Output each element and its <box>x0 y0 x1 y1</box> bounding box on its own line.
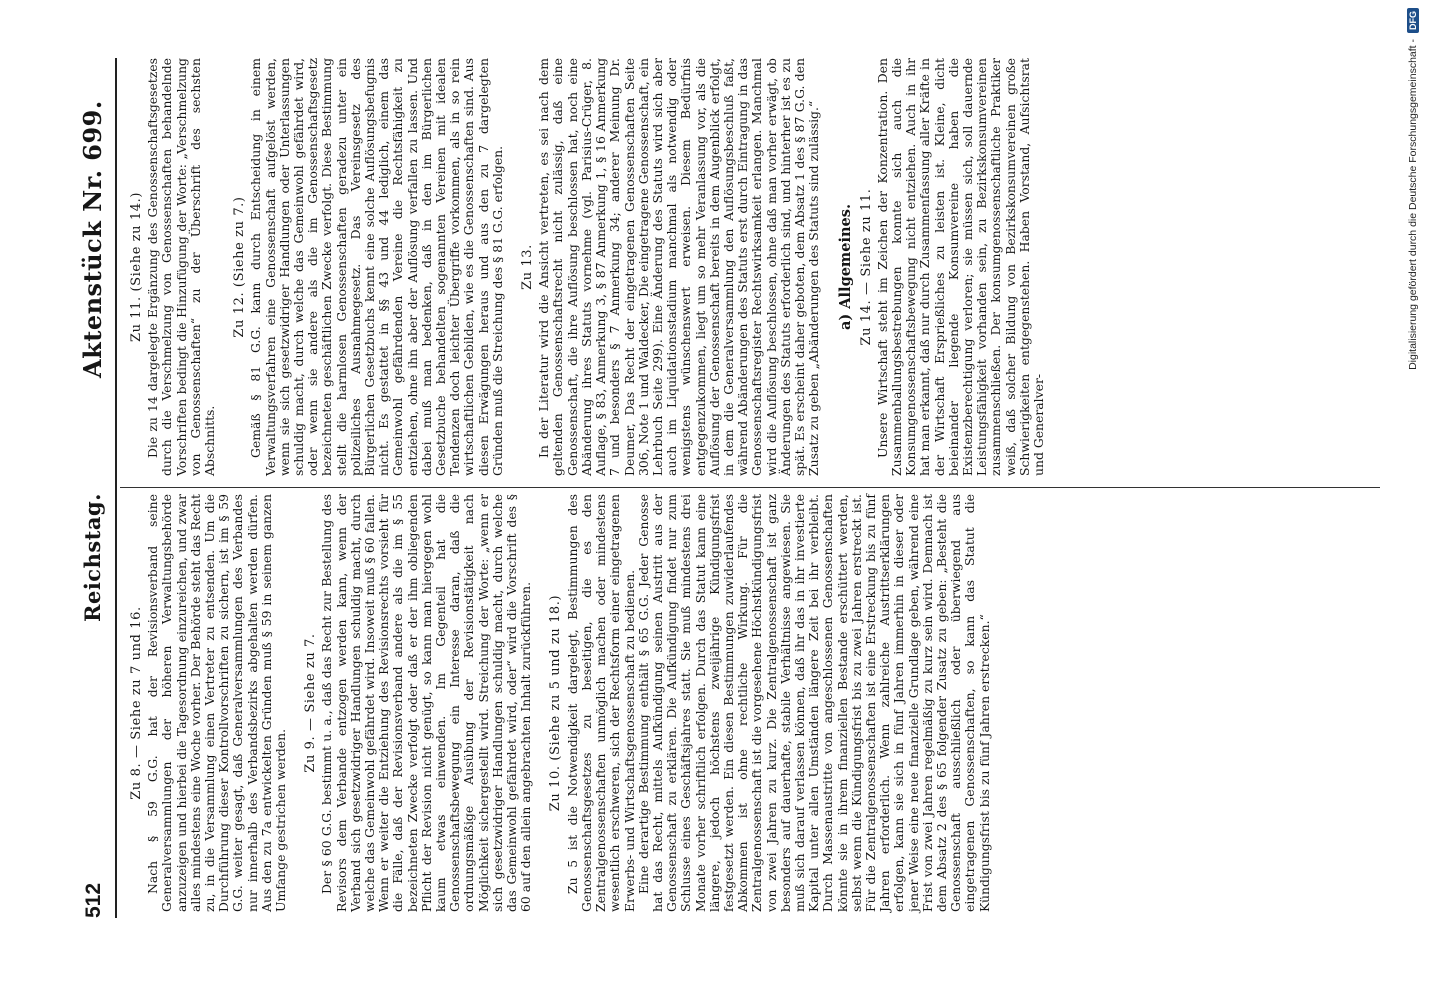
paragraph: Die zu 14 dargelegte Ergänzung des Genossenschaftsgesetzes durch die Verschmelzung von Genossenschaften behandelnde Vorschriften bedingt die Hinzufügung der Worte: „Verschmelzung von Genossenschaften“ zu der Überschrift des sechsten Abschnitts. <box>145 58 218 476</box>
paragraph: Eine derartige Bestimmung enthält § 65 G.G. Jeder Genosse hat das Recht, mittels Aufkündigung seinen Austritt aus der Genossenschaft zu erklären. Die Aufkündigung findet nur zum Schlusse eines Geschäftsjahres statt. Sie muß mindestens drei Monate vorher schriftlich erfolgen. Durch das Statut kann eine längere, jedoch höchstens zweijährige Kündigungsfrist festgesetzt werden. Ein diesen Bestimmungen zuwiderlaufendes Abkommen ist ohne rechtliche Wirkung. Für die Zentralgenossenschaft ist die vorgesehene Höchstkündigungsfrist von zwei Jahren zu kurz. Die Zentralgenossenschaft ist ganz besonders auf dauerhafte, stabile Verhältnisse angewiesen. Sie muß sich darauf verlassen können, daß ihr das in ihr investierte Kapital unter allen Umständen längere Zeit bei ihr verbleibt. Durch Massenaustritte von angeschlossenen Genossenschaften könnte sie in ihrem finanziellen Bestande erschüttert werden, selbst wenn die Kündigungsfrist bis zu zwei Jahren erstreckt ist. Für die Zentralgenossenschaften ist eine Erstreckung bis zu fünf Jahren erforderlich. Wenn zahlreiche Austrittserklärungen erfolgen, kann sie sich in fünf Jahren immerhin in dieser oder jener Weise eine neue finanzielle Grundlage geben, während eine Frist von zwei Jahren regelmäßig zu kurz sein wird. Demnach ist dem Absatz 2 des § 65 folgender Zusatz zu geben: „Besteht die Genossenschaft ausschließlich oder überwiegend aus eingetragenen Genossenschaften, so kann das Statut die Kündigungsfrist bis zu fünf Jahren erstrecken.“ <box>635 494 992 912</box>
section-heading: Zu 13. <box>520 244 536 290</box>
dfg-logo: DFG <box>1407 8 1419 33</box>
section-heading: Zu 14. — Siehe zu 11. <box>858 188 874 346</box>
left-column <box>128 494 992 912</box>
page-number: 512 <box>82 882 105 918</box>
page-header <box>76 58 112 918</box>
section-zu-8 <box>130 494 288 912</box>
paragraph: Nach § 59 G.G. hat der Revisionsverband seine Generalversammlungen der höheren Verwaltungsbehörde anzuzeigen und hierbei die Tagesordnung einzureichen, und zwar alles mindestens eine Woche vorher. Der Behörde steht das Recht zu, in die Versammlung einen Vertreter zu entsenden. Um die Durchführung dieser Kontrollvorschriften zu sichern, ist im § 59 G.G. weiter gesagt, daß Generalversammlungen des Verbandes nur innerhalb des Verbandsbezirks abgehalten werden dürfen. Aus den zu 7a entwickelten Gründen muß § 59 in seinem ganzen Umfange gestrichen werden. <box>145 494 289 912</box>
credit-line <box>1398 8 1428 992</box>
column-separator <box>120 487 1380 488</box>
section-heading: Zu 11. (Siehe zu 14.) <box>129 191 144 343</box>
section-heading: Zu 8. — Siehe zu 7 und 16. <box>129 606 144 800</box>
right-column <box>128 58 1046 476</box>
digitization-credit <box>1398 8 1428 992</box>
spacer <box>217 58 231 476</box>
running-title-right: Aktenstück Nr. 699. <box>78 100 107 378</box>
spacer <box>288 494 302 912</box>
header-rule <box>115 58 117 918</box>
section-zu-9 <box>304 494 533 912</box>
section-zu-13 <box>521 58 821 476</box>
section-heading: Zu 9. — Siehe zu 7. <box>303 633 319 773</box>
spacer <box>533 494 547 912</box>
section-heading: Zu 10. (Siehe zu 5 und zu 18.) <box>548 594 564 812</box>
section-zu-14 <box>839 58 1046 476</box>
section-zu-11 <box>130 58 217 476</box>
spacer <box>505 58 519 476</box>
paragraph: In der Literatur wird die Ansicht vertreten, es sei nach dem geltenden Genossenschaftsrecht nicht zulässig, daß eine Genossenschaft, die ihre Auflösung beschlossen hat, noch eine Abänderung ihres Statuts vornehme (vgl. Parisius-Crüger, 8. Auflage, § 83, Anmerkung 3, § 87 Anmerkung 1, § 16 Anmerkung 7 und besonders § 7 Anmerkung 34; anderer Meinung Dr. Deumer, Das Recht der eingetragenen Genossenschaften Seite 306, Note 1 und Waldecker, Die eingetragene Genossenschaft, ein Lehrbuch Seite 299). Eine Änderung des Statuts wird sich aber auch im Liquidationsstadium manchmal als notwendig oder wenigstens wünschenswert erweisen. Diesem Bedürfnis entgegenzukommen, liegt um so mehr Veranlassung vor, als die Auflösung der Genossenschaft bereits in dem Augenblick erfolgt, in dem die Generalversammlung den Auflösungsbeschluß faßt, während Abänderungen des Statuts erst durch Eintragung in das Genossenschaftsregister Rechtswirksamkeit erlangen. Manchmal wird die Auflösung beschlossen, ohne daß man vorher erwägt, ob Änderungen des Statuts erforderlich sind, und hinterher ist es zu spät. Es erscheint daher geboten, dem Absatz 1 des § 87 G.G. den Zusatz zu geben „Abänderungen des Statuts sind zulässig.“ <box>536 58 822 476</box>
paragraph: Gemäß § 81 G.G. kann durch Entscheidung in einem Verwaltungsverfahren eine Genossenschaft aufgelöst werden, wenn sie sich gesetzwidriger Handlungen oder Unterlassungen schuldig macht, durch welche das Gemeinwohl gefährdet wird, oder wenn sie andere als die im Genossenschaftsgesetz bezeichneten geschäftlichen Zwecke verfolgt. Diese Bestimmung stellt die harmlosen Genossenschaften geradezu unter ein polizeiliches Ausnahmegesetz. Das Vereinsgesetz des Bürgerlichen Gesetzbuchs kennt eine solche Auflösungsbefugnis nicht. Es gestattet in §§ 43 und 44 lediglich, einem das Gemeinwohl gefährdenden Vereine die Rechtsfähigkeit zu entziehen, ohne ihn aber der Auflösung verfallen zu lassen. Und dabei muß man bedenken, daß in den im Bürgerlichen Gesetzbuche behandelten sogenannten Vereinen mit idealen Tendenzen doch leichter Übergriffe vorkommen, als in so rein wirtschaftlichen Gebilden, wie es die Genossenschaften sind. Aus diesen Erwägungen heraus und aus den zu 7 dargelegten Gründen muß die Streichung des § 81 G.G. erfolgen. <box>248 58 505 476</box>
section-zu-12 <box>233 58 505 476</box>
running-title-left: Reichstag. <box>80 493 105 622</box>
credit-text: Digitalisierung gefördert durch die Deutsche Forschungsgemeinschaft - <box>1407 39 1419 370</box>
section-zu-10 <box>549 494 991 912</box>
paragraph: Der § 60 G.G. bestimmt u. a., daß das Recht zur Bestellung des Revisors dem Verbande entzogen werden kann, wenn der Verband sich gesetzwidriger Handlungen schuldig macht, durch welche das Gemeinwohl gefährdet wird. Insoweit muß § 60 fallen. Wenn er weiter die Entziehung des Revisionsrechts vorsieht für die Fälle, daß der Revisionsverband andere als die im § 55 bezeichneten Zwecke verfolgt oder daß er der ihm obliegenden Pflicht der Revision nicht genügt, so kann man hiergegen wohl kaum etwas einwenden. Im Gegenteil hat die Genossenschaftsbewegung ein Interesse daran, daß die ordnungsmäßige Ausübung der Revisionstätigkeit nach Möglichkeit sichergestellt wird. Streichung der Worte: „wenn er sich gesetzwidriger Handlungen schuldig macht, durch welche das Gemeinwohl gefährdet wird, oder“ wird die Vorschrift des § 60 auf den allein angebrachten Inhalt zurückführen. <box>319 494 534 912</box>
section-heading: Zu 12. (Siehe zu 7.) <box>232 196 248 338</box>
spacer <box>821 58 835 476</box>
subsection-heading: a) Allgemeines. <box>837 204 855 330</box>
paragraph: Zu 5 ist die Notwendigkeit dargelegt, Bestimmungen des Genossenschaftsgesetzes zu beseitigen, die es den Zentralgenossenschaften unmöglich machen oder mindestens wesentlich erschweren, sich der Rechtsform einer eingetragenen Erwerbs- und Wirtschaftsgenossenschaft zu bedienen. <box>564 494 637 912</box>
paragraph: Unsere Wirtschaft steht im Zeichen der Konzentration. Den Zusammenballungsbestrebungen konnte sich auch die Konsumgenossenschaftsbewegung nicht entziehen. Auch in ihr hat man erkannt, daß nur durch Zusammenfassung aller Kräfte in der Wirtschaft Ersprießliches zu leisten ist. Kleine, dicht beieinander liegende Konsumvereine haben die Existenzberechtigung verloren; sie müssen sich, soll dauernde Leistungsfähigkeit vorhanden sein, zu Bezirkskonsumvereinen zusammenschließen. Der konsumgenossenschaftliche Praktiker weiß, daß solcher Bildung von Bezirkskonsumvereinen große Schwierigkeiten entgegenstehen. Haben Vorstand, Aufsichtsrat und Generalver- <box>874 58 1046 476</box>
